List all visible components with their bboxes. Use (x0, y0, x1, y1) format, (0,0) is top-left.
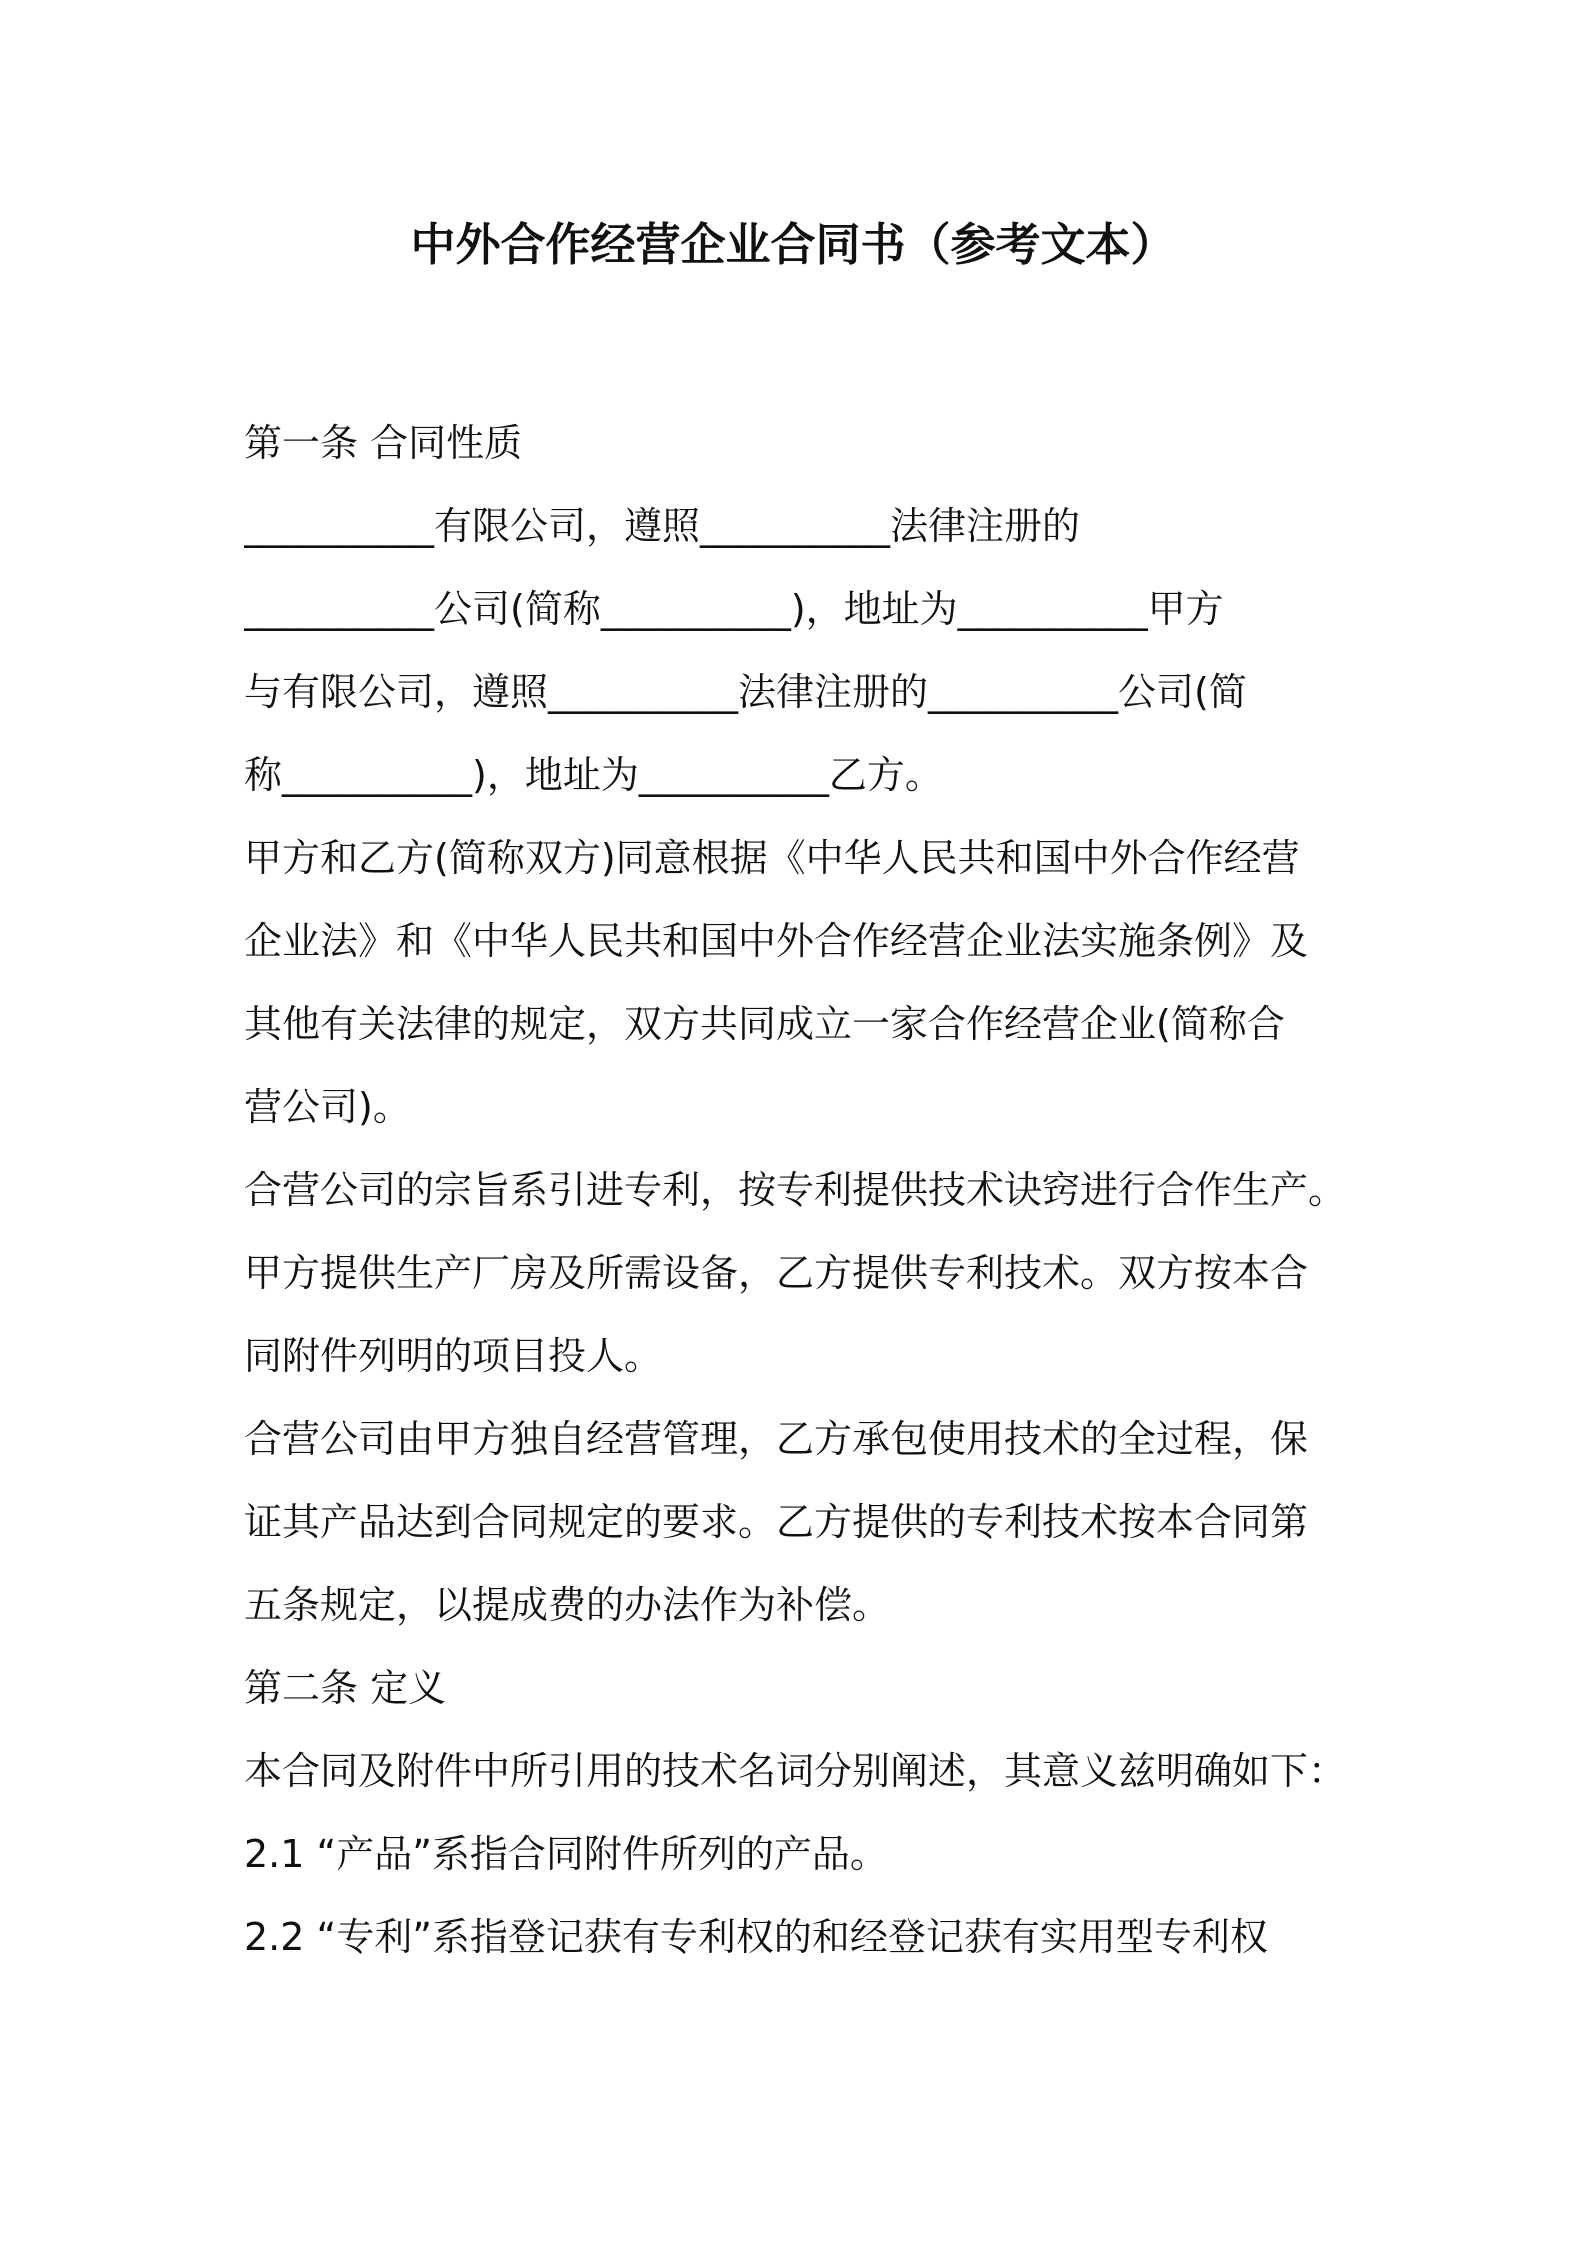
paragraph-line: 甲方和乙方(简称双方)同意根据《中华人民共和国中外合作经营 (244, 836, 1300, 880)
article-heading: 第二条 定义 (244, 1666, 447, 1710)
definition-item: 2.1 “产品”系指合同附件所列的产品。 (244, 1832, 888, 1876)
paragraph-line: __________公司(简称__________)，地址为__________甲方 (244, 587, 1224, 631)
paragraph-line: 营公司)。 (244, 1085, 411, 1129)
paragraph-line: 甲方提供生产厂房及所需设备，乙方提供专利技术。双方按本合 (244, 1251, 1309, 1295)
paragraph-line: 同附件列明的项目投人。 (244, 1334, 663, 1378)
article-heading: 第一条 合同性质 (244, 421, 523, 465)
paragraph-line: 证其产品达到合同规定的要求。乙方提供的专利技术按本合同第 (244, 1500, 1309, 1544)
paragraph-line: 与有限公司，遵照__________法律注册的__________公司(简 (244, 670, 1247, 714)
paragraph-line: 五条规定，以提成费的办法作为补偿。 (244, 1583, 891, 1627)
document-body (244, 402, 1366, 1979)
paragraph-line: __________有限公司，遵照__________法律注册的 (244, 504, 1081, 548)
paragraph-line: 合营公司的宗旨系引进专利，按专利提供技术诀窍进行合作生产。 (244, 1168, 1347, 1212)
paragraph-line: 合营公司由甲方独自经营管理，乙方承包使用技术的全过程，保 (244, 1417, 1309, 1461)
paragraph-line: 企业法》和《中华人民共和国中外合作经营企业法实施条例》及 (244, 919, 1309, 963)
paragraph-line: 称__________)，地址为__________乙方。 (244, 753, 943, 797)
definition-item: 2.2 “专利”系指登记获有专利权的和经登记获有实用型专利权 (244, 1915, 1268, 1959)
document-title: 中外合作经营企业合同书（参考文本） (410, 218, 1176, 271)
paragraph-line: 其他有关法律的规定，双方共同成立一家合作经营企业(简称合 (244, 1002, 1285, 1046)
paragraph-line: 本合同及附件中所引用的技术名词分别阐述，其意义兹明确如下： (244, 1749, 1347, 1793)
